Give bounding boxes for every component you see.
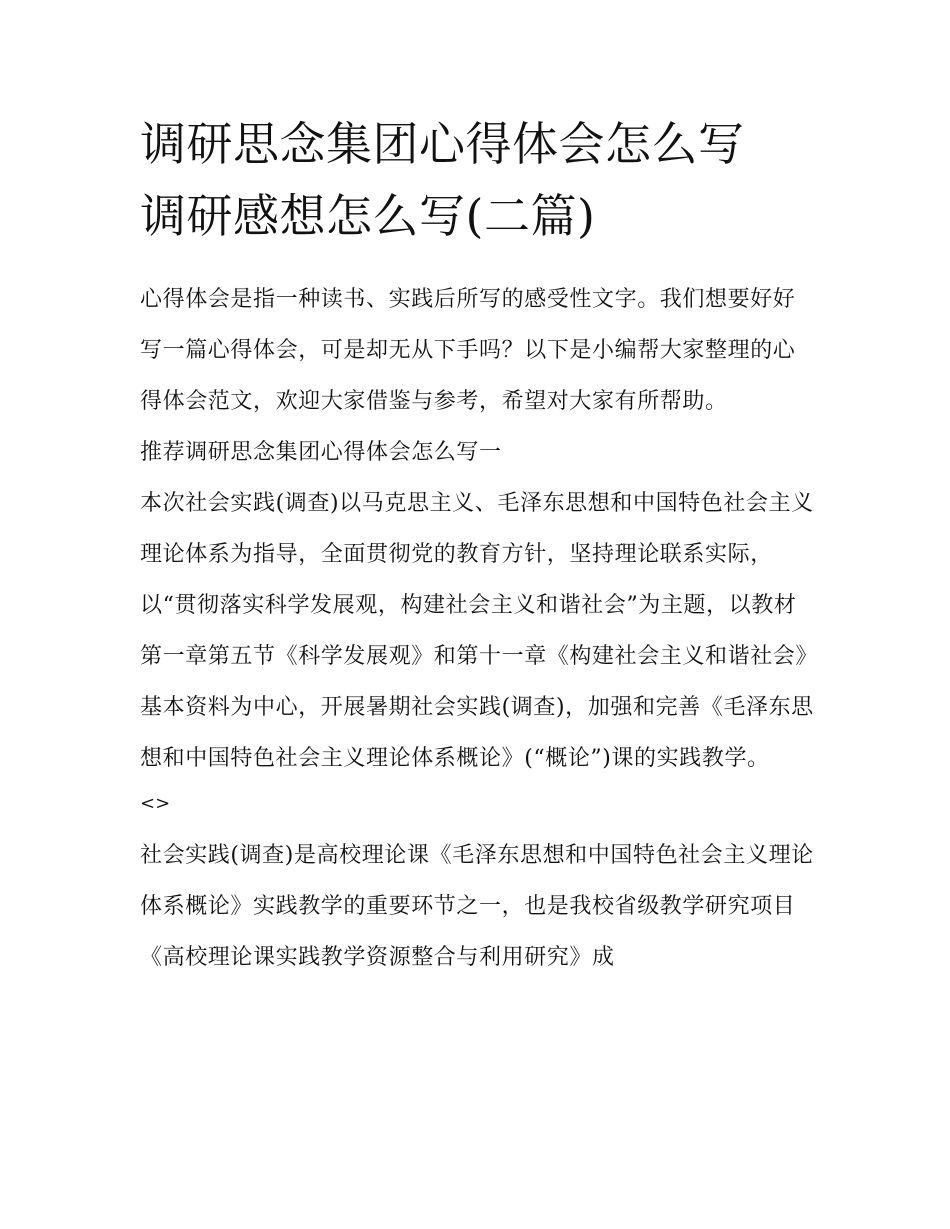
- document-body: [140, 274, 815, 983]
- intro-paragraph: 心得体会是指一种读书、实践后所写的感受性文字。我们想要好好写一篇心得体会，可是却无从下手吗？以下是小编帮大家整理的心得体会范文，欢迎大家借鉴与参考，希望对大家有所帮助。: [140, 287, 796, 414]
- marker-text: <>: [140, 793, 171, 814]
- document-title: [140, 108, 815, 252]
- section-heading: 推荐调研思念集团心得体会怎么写一: [140, 440, 502, 465]
- paragraph-2: 社会实践(调查)是高校理论课《毛泽东思想和中国特色社会主义理论体系概论》实践教学的重要环节之一，也是我校省级教学研究项目《高校理论课实践教学资源整合与利用研究》成: [140, 843, 814, 970]
- document-page: [140, 108, 815, 983]
- title-line-1: 调研思念集团心得体会怎么写: [140, 117, 745, 171]
- paragraph-1: 本次社会实践(调查)以马克思主义、毛泽东思想和中国特色社会主义理论体系为指导，全面贯彻党的教育方针，坚持理论联系实际，以“贯彻落实科学发展观，构建社会主义和谐社会”为主题，以教材第一章第五节《科学发展观》和第十一章《构建社会主义和谐社会》基本资料为中心，开展暑期社会实践(调查)，加强和完善《毛泽东思想和中国特色社会主义理论体系概论》(“概论”)课的实践教学。: [140, 491, 814, 771]
- title-line-2: 调研感想怎么写(二篇): [140, 189, 596, 243]
